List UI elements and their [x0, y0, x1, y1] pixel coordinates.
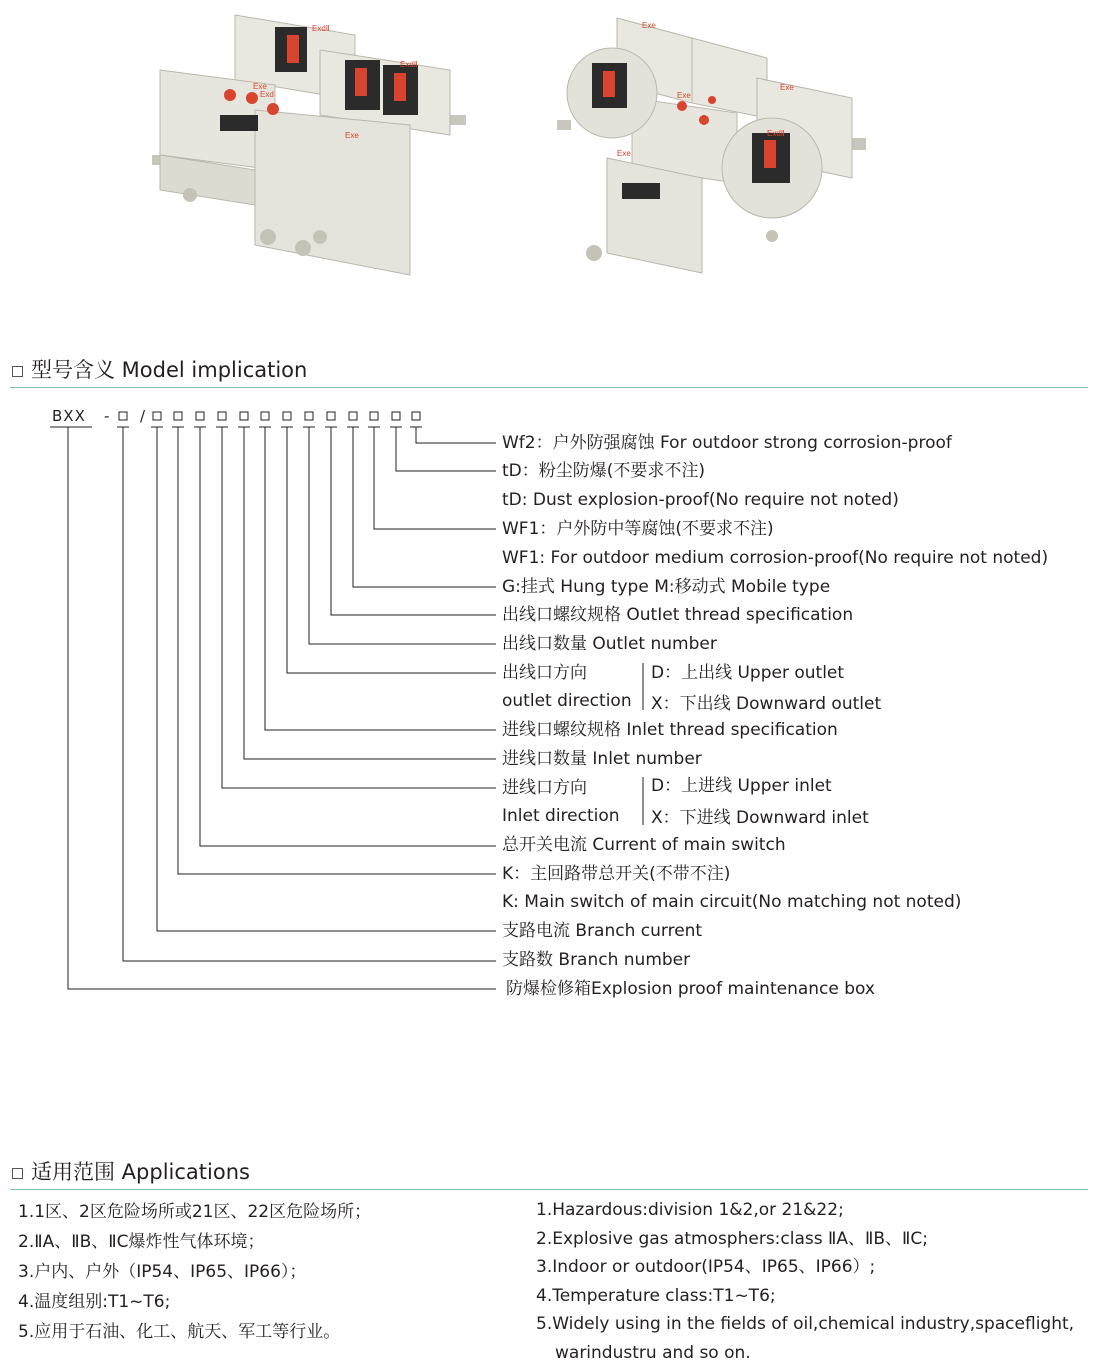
photo-label: ExdⅡ [767, 129, 785, 138]
photo-label: Exe [780, 83, 794, 92]
photo-label: Exe [617, 149, 631, 158]
desc-td-en: tD: Dust explosion-proof(No require not noted) [502, 490, 899, 510]
section-divider [10, 1189, 1088, 1190]
photo-label: Exe [677, 91, 691, 100]
desc-wf1-cn: WF1：户外防中等腐蚀(不要求不注) [502, 519, 774, 539]
photo-label: Exe [253, 82, 267, 91]
desc-inlet-thread: 进线口螺纹规格 Inlet thread specification [502, 720, 838, 740]
desc-td-cn: tD：粉尘防爆(不要求不注) [502, 461, 706, 481]
model-code-slash: / [140, 407, 147, 425]
application-en-item: 5.Widely using in the fields of oil,chemical industry,spaceflight, [536, 1314, 1075, 1334]
desc-wf2: Wf2：户外防强腐蚀 For outdoor strong corrosion-proof [502, 433, 952, 453]
application-cn-item: 4.温度组别:T1~T6; [18, 1292, 171, 1312]
outlet-option-upper: D：上出线 Upper outlet [651, 663, 845, 683]
desc-main-switch-current: 总开关电流 Current of main switch [502, 835, 786, 855]
desc-outlet-direction-en: outlet direction [502, 691, 632, 711]
applications-section-heading [12, 1156, 250, 1186]
desc-outlet-thread: 出线口螺纹规格 OutIet thread specification [502, 605, 854, 625]
desc-inlet-number: 进线口数量 Inlet number [502, 749, 702, 769]
outlet-option-down: X：下出线 Downward outlet [651, 694, 882, 714]
desc-outlet-number: 出线口数量 Outlet number [502, 634, 717, 654]
photo-label: ExdⅡ [400, 60, 418, 69]
application-cn-item: 1.1区、2区危险场所或21区、22区危险场所； [18, 1202, 372, 1222]
inlet-option-down: X：下进线 Downward inlet [651, 808, 869, 828]
model-code-separator: - [104, 407, 111, 425]
application-en-item: 2.Explosive gas atmosphers:class ⅡA、ⅡB、ⅡC; [536, 1229, 929, 1249]
model-section-title: 型号含义 Model implication [31, 358, 308, 382]
application-en-item: 1.Hazardous:division 1&2,or 21&22; [536, 1200, 844, 1220]
application-cn-item: 3.户内、户外（IP54、IP65、IP66）； [18, 1262, 307, 1282]
application-en-item: 3.Indoor or outdoor(IP54、IP65、IP66）; [536, 1257, 876, 1277]
desc-inlet-direction-cn: 进线口方向 [502, 778, 587, 798]
model-code-prefix: BXX [52, 407, 86, 425]
desc-main-switch-cn: K：主回路带总开关(不带不注) [502, 864, 731, 884]
application-en-item: 4.Temperature class:T1~T6; [536, 1286, 776, 1306]
square-bullet-icon [12, 1168, 23, 1179]
photo-label: Exe [642, 21, 656, 30]
application-cn-item: 2.ⅡA、ⅡB、ⅡC爆炸性气体环境； [18, 1232, 265, 1252]
desc-main-switch-en: K: Main switch of main circuit(No matching not noted) [502, 892, 962, 912]
desc-wf1-en: WF1: For outdoor medium corrosion-proof(No require not noted) [502, 548, 1049, 568]
desc-product-name: 防爆检修箱Explosion proof maintenance box [506, 979, 875, 999]
desc-branch-current: 支路电流 Branch current [502, 921, 703, 941]
desc-mount-type: G:挂式 Hung type M:移动式 Mobile type [502, 577, 831, 597]
desc-branch-number: 支路数 Branch number [502, 950, 691, 970]
photo-label: Exe [345, 131, 359, 140]
photo-label: ExdⅡ [312, 24, 330, 33]
photo-label: Exd [260, 90, 274, 99]
application-cn-item: 5.应用于石油、化工、航天、军工等行业。 [18, 1322, 341, 1342]
applications-section-title: 适用范围 Applications [31, 1160, 250, 1184]
desc-outlet-direction-cn: 出线口方向 [502, 663, 587, 683]
application-en-item: warindustru and so on. [555, 1343, 751, 1363]
inlet-option-upper: D：上进线 Upper inlet [651, 776, 832, 796]
desc-inlet-direction-en: Inlet direction [502, 806, 620, 826]
